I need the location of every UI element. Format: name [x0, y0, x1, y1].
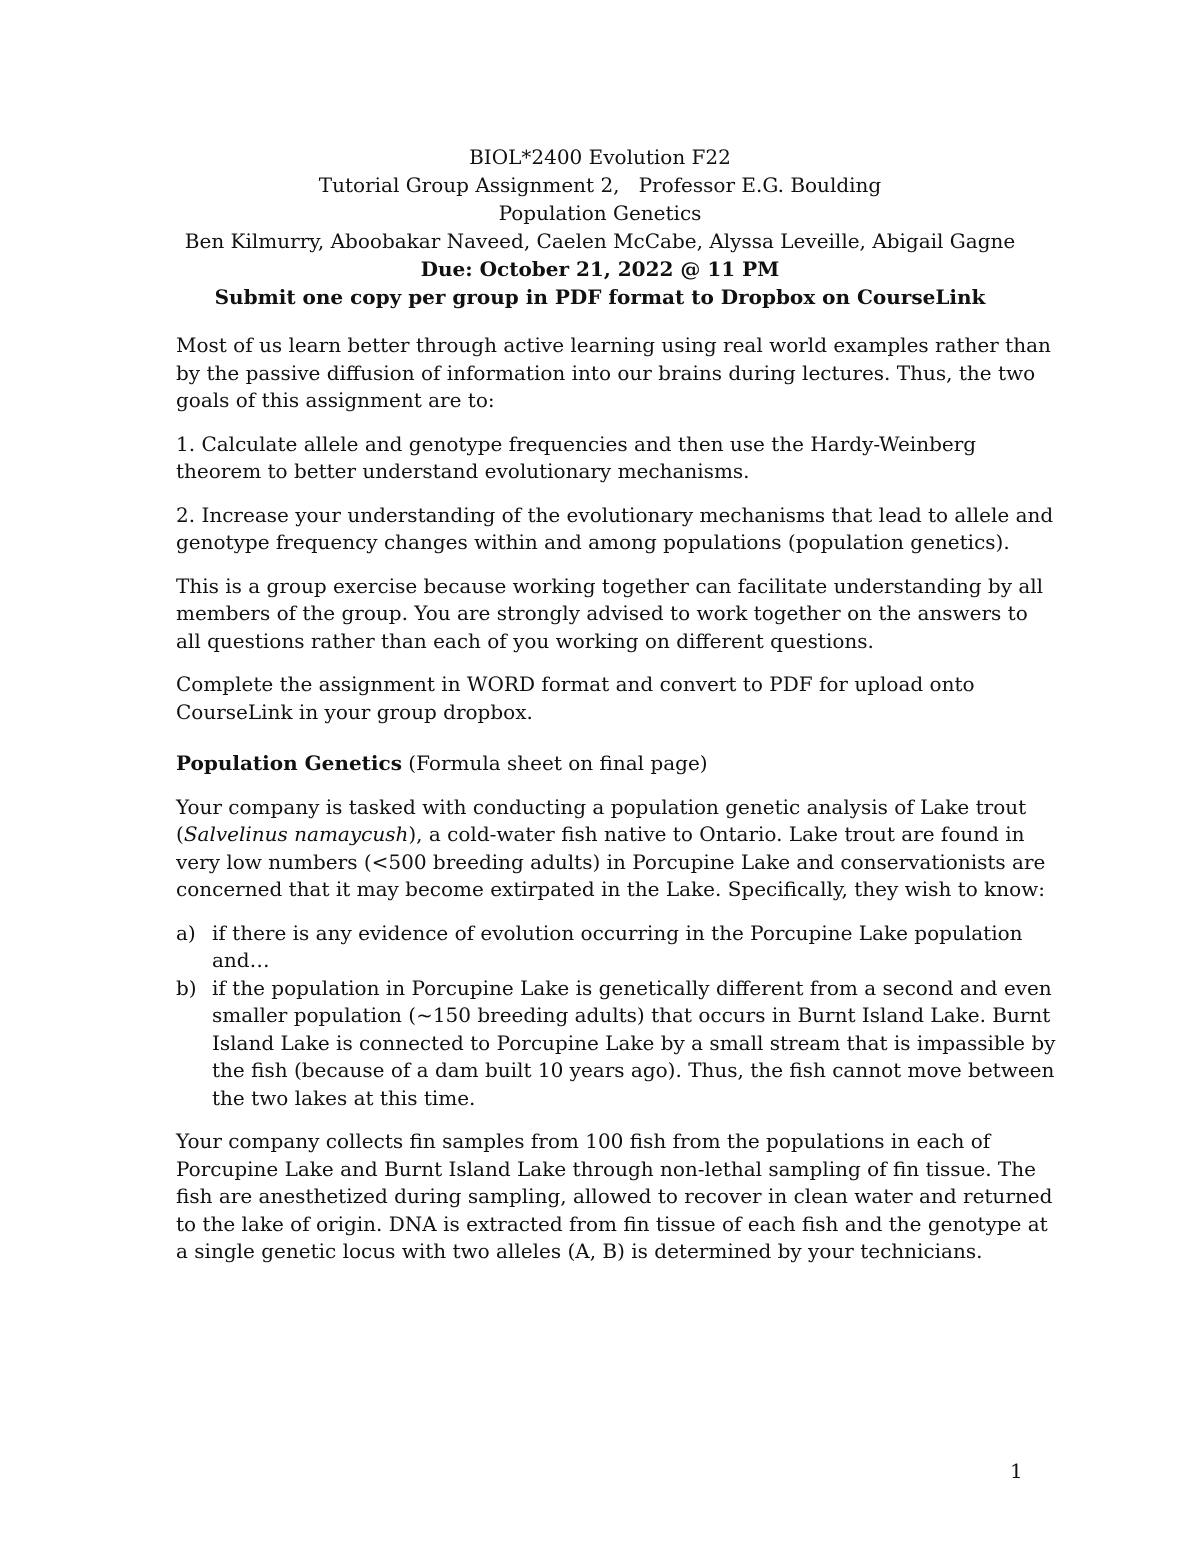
document-header: [0, 143, 1200, 311]
scenario-text-end: ), a cold-water fish native to Ontario. Lake trout are found in very low numbers (<500 breeding adults) in Porcupine Lake and conservationists are concerned that it may become extirpated in the Lake. Specifically, they wish to know:: [176, 822, 1046, 901]
question-list: [176, 920, 1056, 1113]
document-body: [176, 332, 1056, 1282]
section-spacer: [176, 742, 1056, 750]
submission-instructions: Submit one copy per group in PDF format to Dropbox on CourseLink: [214, 285, 986, 309]
goal-1: 1. Calculate allele and genotype frequencies and then use the Hardy-Weinberg theorem to better understand evolutionary mechanisms.: [176, 431, 977, 483]
list-item-text: if there is any evidence of evolution occurring in the Porcupine Lake population and…: [212, 920, 1023, 972]
list-marker: a): [176, 920, 196, 945]
list-marker: b): [176, 975, 197, 1000]
assignment-title: Tutorial Group Assignment 2, Professor E.G. Boulding: [318, 173, 882, 197]
section-title: Population Genetics: [176, 751, 402, 775]
format-paragraph: Complete the assignment in WORD format and convert to PDF for upload onto CourseLink in your group dropbox.: [176, 672, 975, 724]
section-heading: [176, 750, 1056, 778]
scenario-paragraph: [176, 794, 1056, 904]
intro-paragraph: Most of us learn better through active learning using real world examples rather than by the passive diffusion of information into our brains during lectures. Thus, the two goals of this assignment are to:: [176, 333, 1051, 412]
topic-title: Population Genetics: [498, 201, 702, 225]
list-item-text: if the population in Porcupine Lake is genetically different from a second and even smaller population (~150 breeding adults) that occurs in Burnt Island Lake. Burnt Island Lake is connected to Porcupine Lake by a small stream that is impassible by the fish (because of a dam built 10 years ago). Thus, the fish cannot move between the two lakes at this time.: [212, 975, 1056, 1110]
list-item: [176, 975, 1056, 1113]
course-title: BIOL*2400 Evolution F22: [469, 145, 731, 169]
group-exercise-paragraph: This is a group exercise because working together can facilitate understanding by all members of the group. You are strongly advised to work together on the answers to all questions rather than each of you working on different questions.: [176, 573, 1044, 653]
due-date: Due: October 21, 2022 @ 11 PM: [420, 257, 780, 281]
sampling-paragraph: Your company collects fin samples from 100 fish from the populations in each of Porcupine Lake and Burnt Island Lake through non-lethal sampling of fin tissue. The fish are anesthetized during sampling, allowed to recover in clean water and returned to the lake of origin. DNA is extracted from fin tissue of each fish and the genotype at a single genetic locus with two alleles (A, B) is determined by your technicians.: [176, 1129, 1053, 1263]
section-title-note: (Formula sheet on final page): [401, 751, 708, 775]
goal-2: 2. Increase your understanding of the evolutionary mechanisms that lead to allele and genotype frequency changes within and among populations (population genetics).: [176, 502, 1054, 554]
list-item: [176, 920, 1056, 975]
page-number: 1: [1010, 1459, 1023, 1483]
scenario-text-start: Your company is tasked with conducting a population genetic analysis of Lake trout (: [176, 794, 1027, 846]
species-name: Salvelinus namaycush: [183, 822, 409, 846]
authors-line: Ben Kilmurry, Aboobakar Naveed, Caelen McCabe, Alyssa Leveille, Abigail Gagne: [184, 229, 1016, 253]
